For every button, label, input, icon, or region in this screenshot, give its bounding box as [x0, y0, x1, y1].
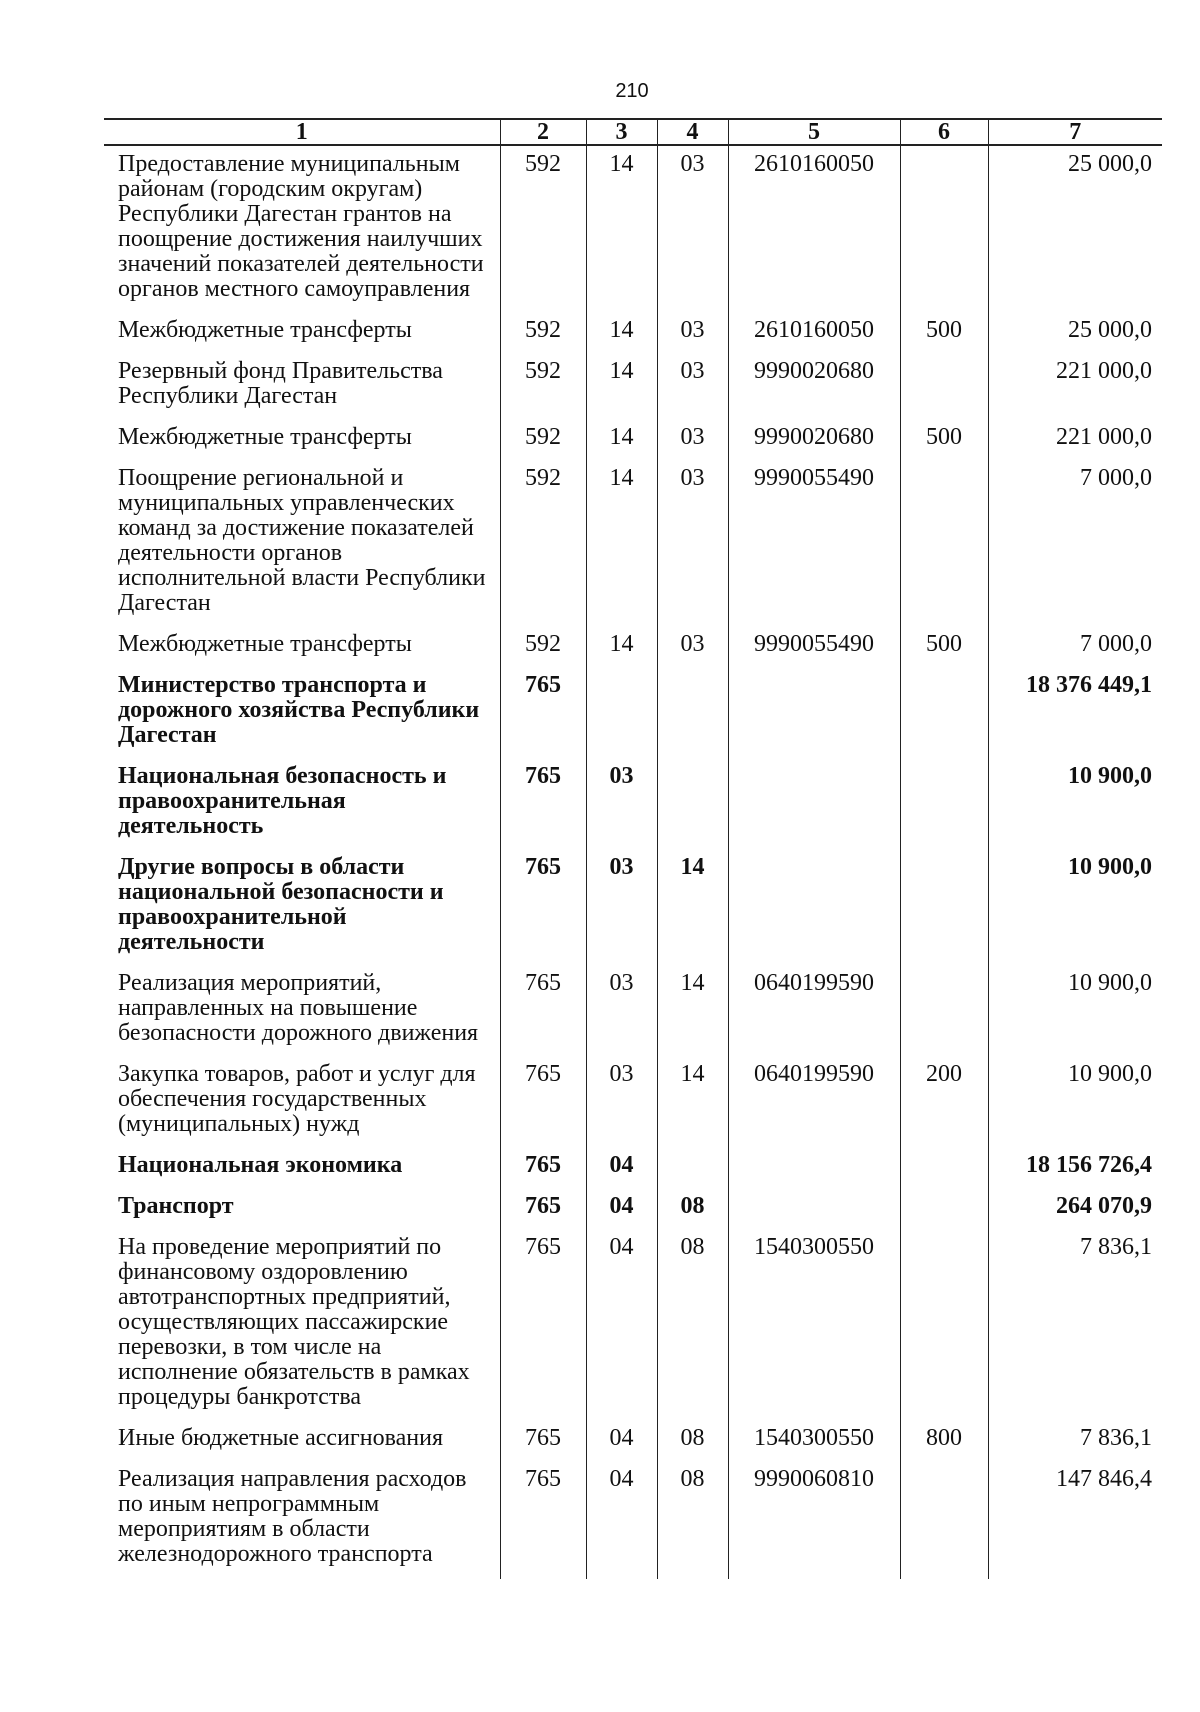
amount-cell: 7 836,1	[988, 1422, 1162, 1463]
section-code-cell: 03	[586, 851, 657, 967]
row-name-cell: Предоставление муниципальным районам (городским округам) Республики Дагестан грантов на поощрение достижения наилучших значений показателей деятельности органов местного самоуправления	[118, 151, 484, 302]
amount-cell: 147 846,4	[988, 1463, 1162, 1579]
expense-type-cell	[900, 1149, 988, 1190]
table-row	[104, 967, 1162, 1058]
subsection-code-cell: 08	[657, 1422, 728, 1463]
table-row	[104, 314, 1162, 355]
target-article-cell: 1540300550	[728, 1231, 900, 1422]
amount-cell: 10 900,0	[988, 760, 1162, 851]
amount-cell: 10 900,0	[988, 967, 1162, 1058]
ministry-code-cell: 592	[500, 462, 586, 628]
row-name-cell: Министерство транспорта и дорожного хозяйства Республики Дагестан	[118, 672, 480, 748]
subsection-code-cell	[657, 669, 728, 760]
amount-cell: 25 000,0	[988, 314, 1162, 355]
section-code-cell: 04	[586, 1463, 657, 1579]
section-code-cell: 03	[586, 760, 657, 851]
page-number: 210	[615, 80, 649, 102]
amount-cell: 25 000,0	[988, 145, 1162, 314]
subsection-code-cell	[657, 1149, 728, 1190]
subsection-code-cell: 03	[657, 421, 728, 462]
section-code-cell: 14	[586, 355, 657, 421]
table-row	[104, 1231, 1162, 1422]
target-article-cell: 9990020680	[728, 421, 900, 462]
row-name-cell: Реализация направления расходов по иным непрограммным мероприятиям в области железнодорожного транспорта	[118, 1466, 467, 1567]
target-article-cell: 1540300550	[728, 1422, 900, 1463]
table-row	[104, 1149, 1162, 1190]
ministry-code-cell: 765	[500, 1190, 586, 1231]
subsection-code-cell: 08	[657, 1190, 728, 1231]
ministry-code-cell: 765	[500, 967, 586, 1058]
amount-cell: 221 000,0	[988, 421, 1162, 462]
column-header: 6	[900, 119, 988, 145]
table-row	[104, 462, 1162, 628]
table-row	[104, 355, 1162, 421]
ministry-code-cell: 765	[500, 1231, 586, 1422]
column-header: 1	[104, 119, 500, 145]
subsection-code-cell: 14	[657, 1058, 728, 1149]
row-name-cell: Закупка товаров, работ и услуг для обеспечения государственных (муниципальных) нужд	[118, 1061, 476, 1137]
row-name-cell: Национальная экономика	[118, 1152, 403, 1178]
ministry-code-cell: 765	[500, 669, 586, 760]
amount-cell: 7 000,0	[988, 462, 1162, 628]
budget-table	[104, 118, 1162, 1579]
expense-type-cell	[900, 851, 988, 967]
target-article-cell: 0640199590	[728, 1058, 900, 1149]
target-article-cell: 9990020680	[728, 355, 900, 421]
table-row	[104, 1058, 1162, 1149]
row-name-cell: Межбюджетные трансферты	[118, 424, 412, 450]
section-code-cell: 14	[586, 145, 657, 314]
ministry-code-cell: 592	[500, 421, 586, 462]
table-row	[104, 760, 1162, 851]
ministry-code-cell: 765	[500, 1463, 586, 1579]
expense-type-cell	[900, 760, 988, 851]
table-row	[104, 421, 1162, 462]
target-article-cell	[728, 669, 900, 760]
column-header: 3	[586, 119, 657, 145]
target-article-cell	[728, 851, 900, 967]
amount-cell: 221 000,0	[988, 355, 1162, 421]
row-name-cell: Национальная безопасность и правоохранительная деятельность	[118, 763, 447, 839]
table-row	[104, 628, 1162, 669]
row-name-cell: Реализация мероприятий, направленных на повышение безопасности дорожного движения	[118, 970, 479, 1046]
column-header: 4	[657, 119, 728, 145]
ministry-code-cell: 592	[500, 145, 586, 314]
subsection-code-cell: 03	[657, 628, 728, 669]
subsection-code-cell: 14	[657, 967, 728, 1058]
ministry-code-cell: 592	[500, 628, 586, 669]
target-article-cell	[728, 760, 900, 851]
subsection-code-cell: 03	[657, 145, 728, 314]
section-code-cell: 03	[586, 1058, 657, 1149]
target-article-cell: 2610160050	[728, 314, 900, 355]
amount-cell: 10 900,0	[988, 851, 1162, 967]
column-header: 5	[728, 119, 900, 145]
expense-type-cell: 500	[900, 628, 988, 669]
expense-type-cell: 200	[900, 1058, 988, 1149]
section-code-cell: 04	[586, 1422, 657, 1463]
table-row	[104, 145, 1162, 314]
section-code-cell: 03	[586, 967, 657, 1058]
amount-cell: 18 156 726,4	[988, 1149, 1162, 1190]
target-article-cell	[728, 1149, 900, 1190]
row-name-cell: Транспорт	[118, 1193, 234, 1219]
expense-type-cell	[900, 1190, 988, 1231]
target-article-cell: 2610160050	[728, 145, 900, 314]
ministry-code-cell: 592	[500, 355, 586, 421]
section-code-cell: 04	[586, 1231, 657, 1422]
table-row	[104, 1422, 1162, 1463]
amount-cell: 10 900,0	[988, 1058, 1162, 1149]
table-body	[104, 145, 1162, 1579]
expense-type-cell: 500	[900, 421, 988, 462]
table-row	[104, 851, 1162, 967]
expense-type-cell: 500	[900, 314, 988, 355]
expense-type-cell: 800	[900, 1422, 988, 1463]
table-row	[104, 669, 1162, 760]
amount-cell: 18 376 449,1	[988, 669, 1162, 760]
expense-type-cell	[900, 355, 988, 421]
target-article-cell: 9990055490	[728, 462, 900, 628]
ministry-code-cell: 765	[500, 1058, 586, 1149]
expense-type-cell	[900, 967, 988, 1058]
row-name-cell: Поощрение региональной и муниципальных управленческих команд за достижение показателей деятельности органов исполнительной власти Республики Дагестан	[118, 465, 486, 616]
table-header-row	[104, 119, 1162, 145]
row-name-cell: Межбюджетные трансферты	[118, 317, 412, 343]
expense-type-cell	[900, 1231, 988, 1422]
subsection-code-cell: 03	[657, 355, 728, 421]
row-name-cell: Межбюджетные трансферты	[118, 631, 412, 657]
section-code-cell: 14	[586, 628, 657, 669]
section-code-cell: 14	[586, 462, 657, 628]
expense-type-cell	[900, 669, 988, 760]
subsection-code-cell: 03	[657, 314, 728, 355]
table-row	[104, 1463, 1162, 1579]
ministry-code-cell: 765	[500, 760, 586, 851]
table-row	[104, 1190, 1162, 1231]
subsection-code-cell: 08	[657, 1231, 728, 1422]
target-article-cell	[728, 1190, 900, 1231]
subsection-code-cell	[657, 760, 728, 851]
subsection-code-cell: 08	[657, 1463, 728, 1579]
column-header: 2	[500, 119, 586, 145]
section-code-cell: 14	[586, 421, 657, 462]
target-article-cell: 0640199590	[728, 967, 900, 1058]
ministry-code-cell: 765	[500, 1422, 586, 1463]
expense-type-cell	[900, 145, 988, 314]
column-header: 7	[988, 119, 1162, 145]
expense-type-cell	[900, 1463, 988, 1579]
section-code-cell: 04	[586, 1190, 657, 1231]
row-name-cell: Резервный фонд Правительства Республики Дагестан	[118, 358, 443, 409]
ministry-code-cell: 592	[500, 314, 586, 355]
subsection-code-cell: 14	[657, 851, 728, 967]
subsection-code-cell: 03	[657, 462, 728, 628]
section-code-cell: 14	[586, 314, 657, 355]
ministry-code-cell: 765	[500, 1149, 586, 1190]
section-code-cell: 04	[586, 1149, 657, 1190]
amount-cell: 7 000,0	[988, 628, 1162, 669]
target-article-cell: 9990060810	[728, 1463, 900, 1579]
target-article-cell: 9990055490	[728, 628, 900, 669]
amount-cell: 7 836,1	[988, 1231, 1162, 1422]
row-name-cell: Другие вопросы в области национальной безопасности и правоохранительной деятельности	[118, 854, 444, 955]
section-code-cell	[586, 669, 657, 760]
amount-cell: 264 070,9	[988, 1190, 1162, 1231]
row-name-cell: На проведение мероприятий по финансовому оздоровлению автотранспортных предприятий, осуществляющих пассажирские перевозки, в том числе на исполнение обязательств в рамках процедуры банкротства	[118, 1234, 470, 1410]
expense-type-cell	[900, 462, 988, 628]
row-name-cell: Иные бюджетные ассигнования	[118, 1425, 443, 1451]
ministry-code-cell: 765	[500, 851, 586, 967]
